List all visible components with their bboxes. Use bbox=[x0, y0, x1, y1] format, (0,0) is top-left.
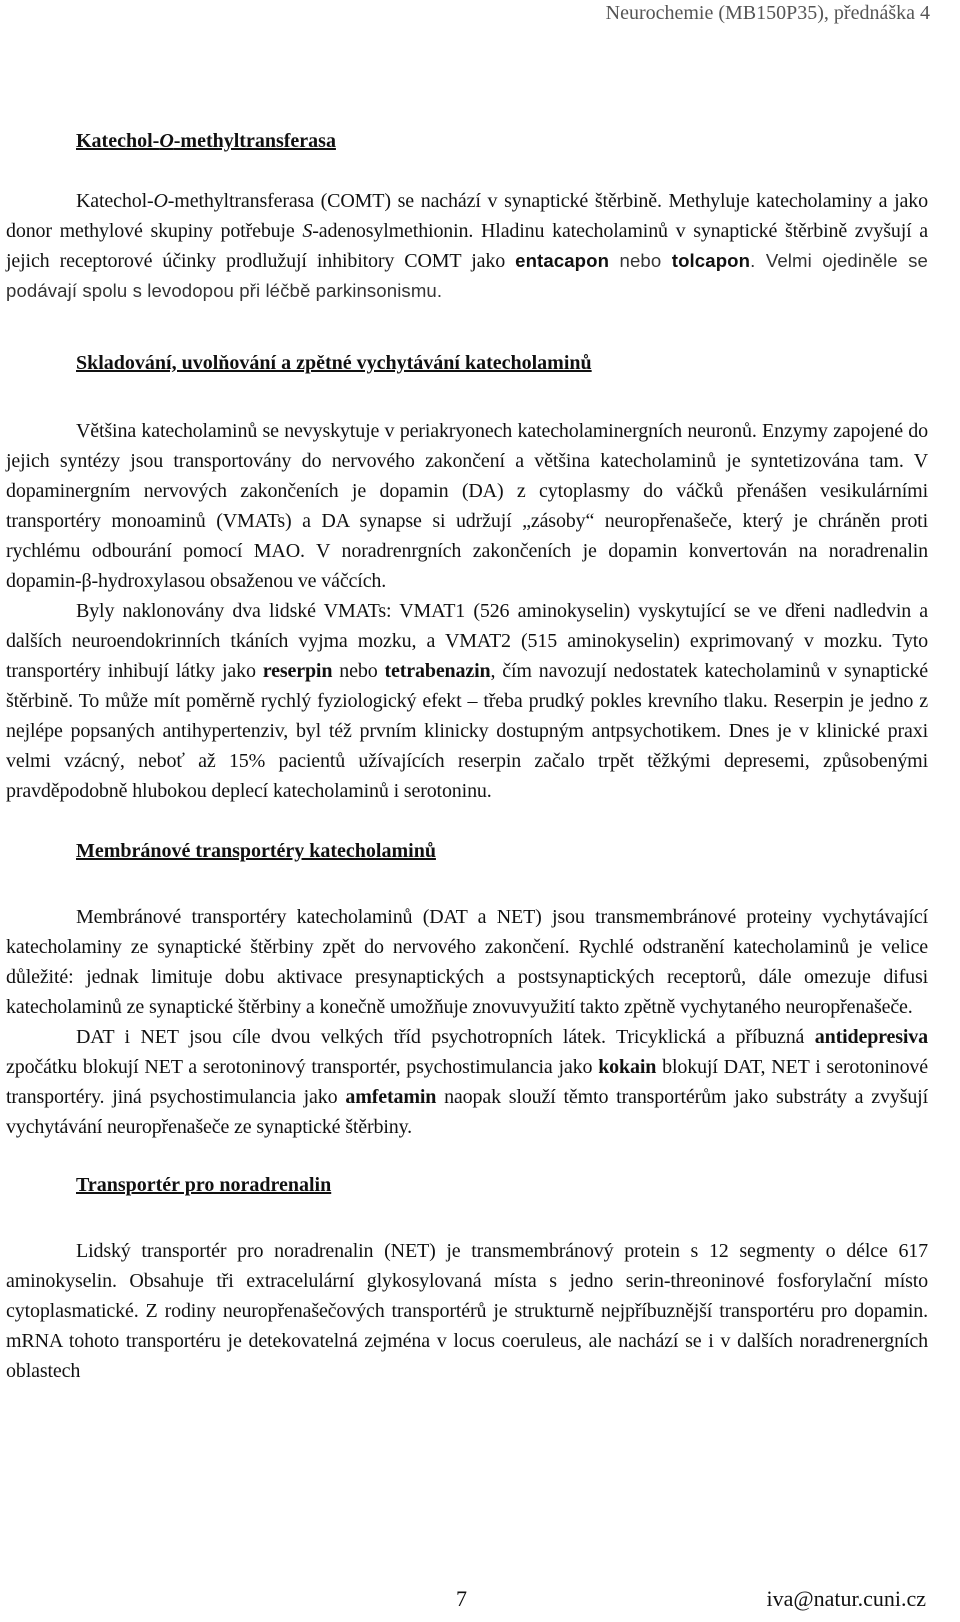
page-header: Neurochemie (MB150P35), přednáška 4 bbox=[605, 2, 930, 24]
page-number: 7 bbox=[456, 1586, 467, 1611]
paragraph-comt: Katechol-O-methyltransferasa (COMT) se nachází v synaptické štěrbině. Methyluje katecholaminy a jako donor methylové skupiny potřebuje S-adenosylmethionin. Hladinu katecholaminů v synaptické štěrbině zvyšují a jejich receptorové účinky prodlužují inhibitory COMT jako entacapon nebo tolcapon. Velmi ojediněle se podávají spolu s levodopou při léčbě parkinsonismu. bbox=[6, 190, 928, 301]
paragraph-storage-2: Byly naklonovány dva lidské VMATs: VMAT1 (526 aminokyselin) vyskytující se ve dřeni nadledvin a dalších neuroendokrinních tkáních vyjma mozku, a VMAT2 (515 aminokyselin) exprimovaný v mozku. Tyto transportéry inhibují látky jako reserpin nebo tetrabenazin, čím navozují nedostatek katecholaminů v synaptické štěrbině. To může mít poměrně rychlý fyziologický efekt – třeba prudký pokles krevního tlaku. Reserpin je jedno z nejlépe popsaných antihypertenziv, byl též prvním klinicky dostupným antpsychotikem. Dnes je v klinické praxi velmi vzácný, neboť až 15% pacientů užívajících reserpin začalo trpět těžkými depresemi, způsobenými pravděpodobně hlubokou deplecí katecholaminů i serotoninu. bbox=[6, 600, 928, 802]
paragraph-membrane-1: Membránové transportéry katecholaminů (DAT a NET) jsou transmembránové proteiny vychytávající katecholaminy ze synaptické štěrbiny zpět do nervového zakončení. Rychlé odstranění katecholaminů je velice důležité: jednak limituje dobu aktivace presynaptických a postsynaptických receptorů, dále omezuje difusi katecholaminů ze synaptické štěrbiny a konečně umožňuje znovuvyužití takto zpětně vychytaného neuropřenašeče. bbox=[6, 906, 928, 1018]
heading-storage: Skladování, uvolňování a zpětné vychytávání katecholaminů bbox=[76, 352, 592, 374]
paragraph-storage-1: Většina katecholaminů se nevyskytuje v periakryonech katecholaminergních neuronů. Enzymy zapojené do jejich syntézy jsou transportovány do nervového zakončení a většina katecholaminů je syntetizována tam. V dopaminergním nervových zakončeních je dopamin (DA) z cytoplasmy do váčků přenášen vesikulárními transportéry monoaminů (VMATs) a DA synapse si udržují „zásoby“ neuropřenašeče, který je chráněn proti rychlému odbourání pomocí MAO. V noradrenrgních zakončeních je dopamin konvertován na noradrenalin dopamin-β-hydroxylasou obsaženou ve váčcích. bbox=[6, 420, 928, 592]
paragraph-net: Lidský transportér pro noradrenalin (NET) je transmembránový protein s 12 segmenty o délce 617 aminokyselin. Obsahuje tři extracelulární glykosylovaná místa s jedno serin-threoninové fosforylační místo cytoplasmatické. Z rodiny neuropřenašečových transportérů je strukturně nejpříbuznější transportéru pro dopamin. mRNA tohoto transportéru je detekovatelná zejména v locus coeruleus, ale nachází se i v dalších noradrenergních oblastech bbox=[6, 1240, 928, 1382]
heading-net: Transportér pro noradrenalin bbox=[76, 1174, 332, 1196]
heading-comt: Katechol-O-methyltransferasa bbox=[76, 130, 336, 152]
paragraph-membrane-2: DAT i NET jsou cíle dvou velkých tříd psychotropních látek. Tricyklická a příbuzná antidepresiva zpočátku blokují NET a serotoninový transportér, psychostimulancia jako kokain blokují DAT, NET i serotoninové transportéry. jiná psychostimulancia jako amfetamin naopak slouží těmto transportérům jako substráty a zvyšují vychytávání neuropřenašeče ze synaptické štěrbiny. bbox=[6, 1026, 929, 1138]
author-email: iva@natur.cuni.cz bbox=[766, 1586, 926, 1611]
page-content bbox=[6, 126, 928, 1386]
heading-membrane: Membránové transportéry katecholaminů bbox=[76, 840, 436, 862]
